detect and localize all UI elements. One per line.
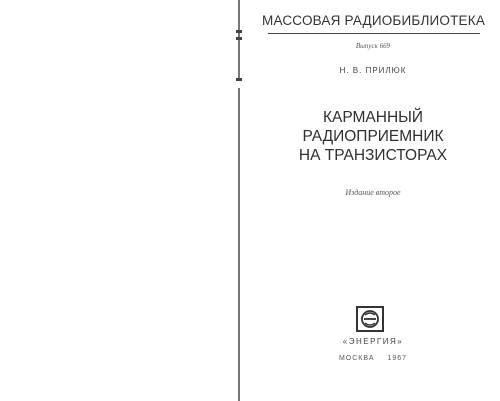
spine-mark <box>236 30 242 33</box>
imprint <box>262 355 484 362</box>
city: МОСКВА <box>338 355 375 362</box>
spine-mark <box>236 37 242 40</box>
author-name: Н. В. ПРИЛЮК <box>339 66 407 75</box>
energiya-logo-icon <box>356 306 384 332</box>
year: 1967 <box>387 355 408 362</box>
edition-note: Издание второе <box>345 188 401 197</box>
series-divider <box>268 33 480 34</box>
book-title-line: НА ТРАНЗИСТОРАХ <box>298 147 448 164</box>
issue-number: Выпуск 669 <box>355 42 391 50</box>
spine-line <box>238 0 240 401</box>
book-title-line: РАДИОПРИЕМНИК <box>302 128 444 145</box>
publisher-name: «ЭНЕРГИЯ» <box>342 337 404 346</box>
spine-mark <box>236 78 242 81</box>
book-title-line: КАРМАННЫЙ <box>322 109 424 126</box>
book-title <box>262 108 484 165</box>
series-title: МАССОВАЯ РАДИОБИБЛИОТЕКА <box>262 13 486 28</box>
